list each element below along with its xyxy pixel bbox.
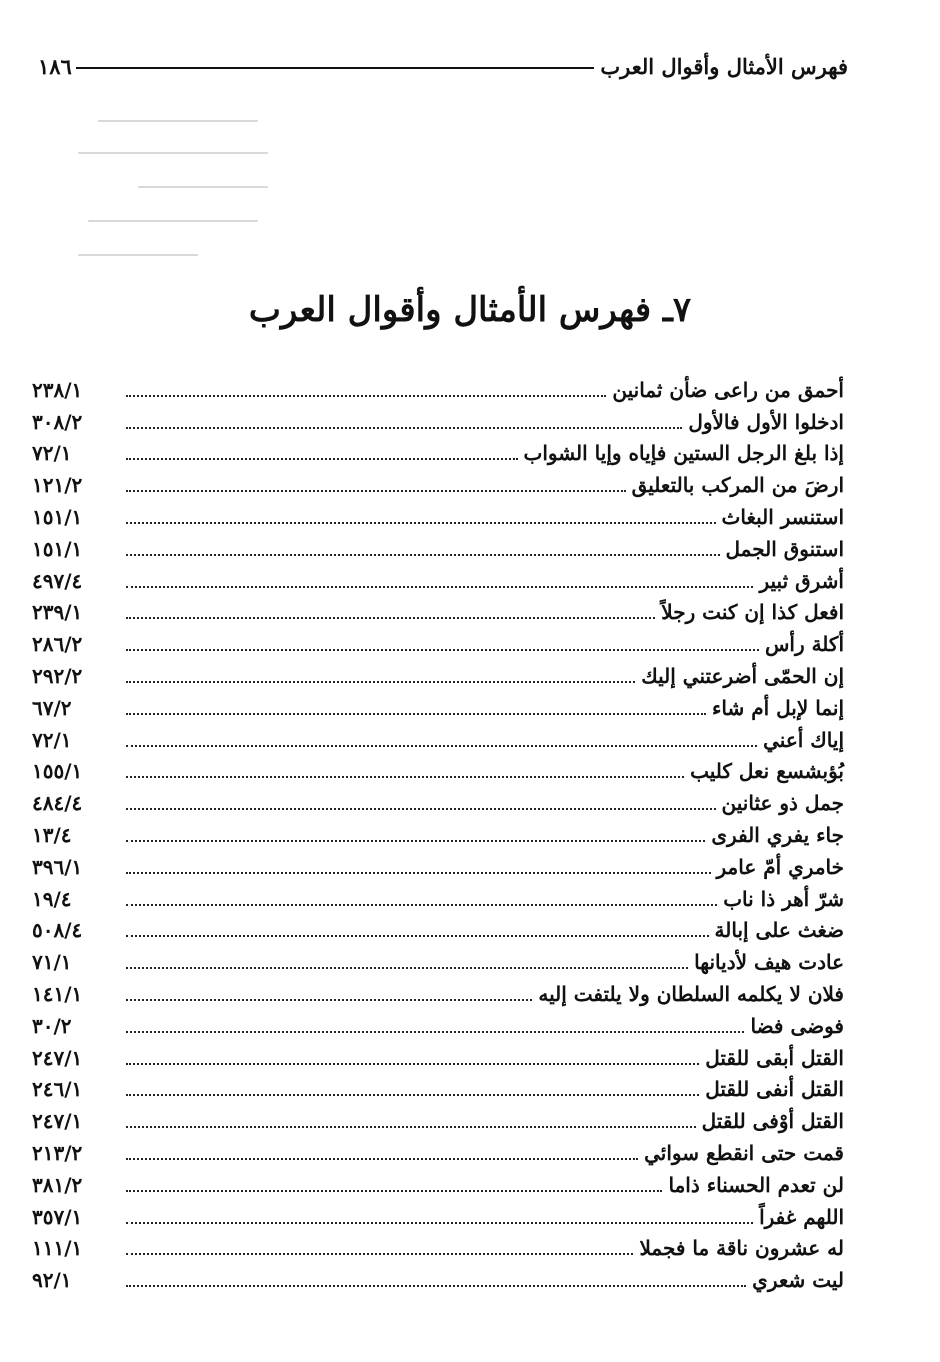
entry-text: القتل أبقى للقتل: [705, 1045, 844, 1070]
entry-reference: ٧٢/١: [32, 727, 72, 752]
index-entry: [32, 469, 844, 501]
dot-leader: [126, 586, 753, 588]
entry-text: أحمق من راعى ضأن ثمانين: [612, 377, 844, 402]
entry-reference: ٦٧/٢: [32, 695, 72, 720]
entry-reference: ١٩/٤: [32, 886, 72, 911]
index-entry: [32, 501, 844, 533]
entry-reference: ١٢١/٢: [32, 473, 83, 498]
bleed-through-marks: [78, 112, 278, 272]
dot-leader: [126, 554, 720, 556]
dot-leader: [126, 1094, 699, 1096]
entry-text: استنسر البغاث: [721, 505, 844, 530]
entry-text: بُؤبشسع نعل كليب: [690, 759, 844, 784]
entry-reference: ٤٨٤/٤: [32, 791, 83, 816]
running-title: فهرس الأمثال وأقوال العرب: [600, 53, 848, 79]
index-entry: [32, 692, 844, 724]
entry-text: ضغث على إبالة: [714, 918, 844, 943]
dot-leader: [126, 904, 717, 906]
index-entry: [32, 724, 844, 756]
entry-text: اللهم غفراً: [759, 1204, 844, 1229]
entry-reference: ٢٩٢/٢: [32, 664, 83, 689]
page-number: ١٨٦: [38, 53, 72, 79]
index-entry: [32, 1010, 844, 1042]
entry-reference: ٢٣٩/١: [32, 600, 83, 625]
dot-leader: [126, 808, 716, 810]
entry-text: إنما لإبل أم شاء: [712, 695, 844, 720]
entry-reference: ١٥١/١: [32, 536, 83, 561]
dot-leader: [126, 872, 711, 874]
entry-text: القتل أوْفى للقتل: [701, 1109, 844, 1134]
header-rule: [76, 67, 595, 69]
dot-leader: [126, 617, 655, 619]
index-entry: [32, 1042, 844, 1074]
index-entry: [32, 1169, 844, 1201]
index-entry: [32, 819, 844, 851]
dot-leader: [126, 935, 709, 937]
index-entry: [32, 978, 844, 1010]
entry-text: شرّ أهر ذا ناب: [723, 886, 844, 911]
entry-reference: ١٣/٤: [32, 823, 72, 848]
entry-reference: ٢٣٨/١: [32, 377, 83, 402]
entry-reference: ٥٠٨/٤: [32, 918, 83, 943]
entry-text: إن الحمّى أضرعتني إليك: [641, 664, 844, 689]
entry-text: إياك أعني: [763, 727, 844, 752]
entry-text: أكلة رأس: [764, 632, 844, 657]
index-entry: [32, 756, 844, 788]
index-entry: [32, 374, 844, 406]
entry-reference: ١٥١/١: [32, 505, 83, 530]
index-entry: [32, 883, 844, 915]
dot-leader: [126, 776, 684, 778]
entry-text: استنوق الجمل: [725, 536, 844, 561]
dot-leader: [126, 1063, 699, 1065]
index-entry: [32, 660, 844, 692]
dot-leader: [126, 713, 706, 715]
entry-text: ليت شعري: [752, 1268, 844, 1293]
dot-leader: [126, 1222, 753, 1224]
index-entry: [32, 1201, 844, 1233]
entry-text: عادت هيف لأديانها: [694, 950, 844, 975]
index-entry: [32, 851, 844, 883]
index-entry: [32, 787, 844, 819]
index-list: [32, 374, 844, 1296]
index-entry: [32, 533, 844, 565]
dot-leader: [126, 490, 626, 492]
index-entry: [32, 1264, 844, 1296]
entry-reference: ٣٨١/٢: [32, 1172, 83, 1197]
entry-reference: ٧١/١: [32, 950, 72, 975]
entry-reference: ٢٤٧/١: [32, 1045, 83, 1070]
dot-leader: [126, 522, 716, 524]
entry-reference: ٩٢/١: [32, 1268, 72, 1293]
entry-text: افعل كذا إن كنت رجلاً: [661, 600, 844, 625]
dot-leader: [126, 999, 532, 1001]
dot-leader: [126, 1190, 662, 1192]
entry-reference: ١٥٥/١: [32, 759, 83, 784]
entry-reference: ٤٩٧/٤: [32, 568, 83, 593]
entry-text: فوضى فضا: [750, 1013, 844, 1038]
index-entry: [32, 438, 844, 470]
index-entry: [32, 915, 844, 947]
entry-reference: ١١١/١: [32, 1236, 83, 1261]
entry-text: قمت حتى انقطع سوائي: [644, 1141, 844, 1166]
dot-leader: [126, 649, 759, 651]
dot-leader: [126, 427, 682, 429]
entry-text: فلان لا يكلمه السلطان ولا يلتفت إليه: [538, 982, 844, 1007]
index-entry: [32, 565, 844, 597]
dot-leader: [126, 1031, 744, 1033]
entry-text: له عشرون ناقة ما فجملا: [639, 1236, 844, 1261]
entry-text: جاء يفري الفرى: [711, 823, 844, 848]
index-entry: [32, 1233, 844, 1265]
entry-text: خامري أمّ عامر: [716, 854, 844, 879]
index-entry: [32, 946, 844, 978]
dot-leader: [126, 1158, 638, 1160]
index-entry: [32, 406, 844, 438]
index-entry: [32, 628, 844, 660]
entry-reference: ٣٥٧/١: [32, 1204, 83, 1229]
dot-leader: [126, 745, 757, 747]
section-heading: ٧ـ فهرس الأمثال وأقوال العرب: [248, 290, 692, 330]
entry-reference: ٢٤٦/١: [32, 1077, 83, 1102]
entry-text: جمل ذو عثانين: [721, 791, 844, 816]
entry-text: أشرق ثبير: [759, 568, 844, 593]
entry-text: ارضَ من المركب بالتعليق: [631, 473, 844, 498]
dot-leader: [126, 1285, 746, 1287]
entry-text: إذا بلغ الرجل الستين فإياه وإيا الشواب: [523, 441, 844, 466]
entry-reference: ٣٩٦/١: [32, 854, 83, 879]
dot-leader: [126, 1253, 633, 1255]
dot-leader: [126, 458, 518, 460]
index-entry: [32, 1074, 844, 1106]
entry-text: لن تعدم الحسناء ذاما: [668, 1172, 844, 1197]
dot-leader: [126, 1126, 696, 1128]
entry-text: القتل أنفى للقتل: [705, 1077, 844, 1102]
entry-reference: ٧٢/١: [32, 441, 72, 466]
running-header: [38, 48, 848, 84]
dot-leader: [126, 840, 705, 842]
index-entry: [32, 597, 844, 629]
index-entry: [32, 1105, 844, 1137]
index-entry: [32, 1137, 844, 1169]
dot-leader: [126, 967, 688, 969]
dot-leader: [126, 681, 635, 683]
entry-reference: ٢١٣/٢: [32, 1141, 83, 1166]
entry-text: ادخلوا الأول فالأول: [688, 409, 844, 434]
dot-leader: [126, 395, 606, 397]
entry-reference: ٣٠/٢: [32, 1013, 72, 1038]
entry-reference: ٢٤٧/١: [32, 1109, 83, 1134]
entry-reference: ٢٨٦/٢: [32, 632, 83, 657]
entry-reference: ٣٠٨/٢: [32, 409, 83, 434]
entry-reference: ١٤١/١: [32, 982, 83, 1007]
